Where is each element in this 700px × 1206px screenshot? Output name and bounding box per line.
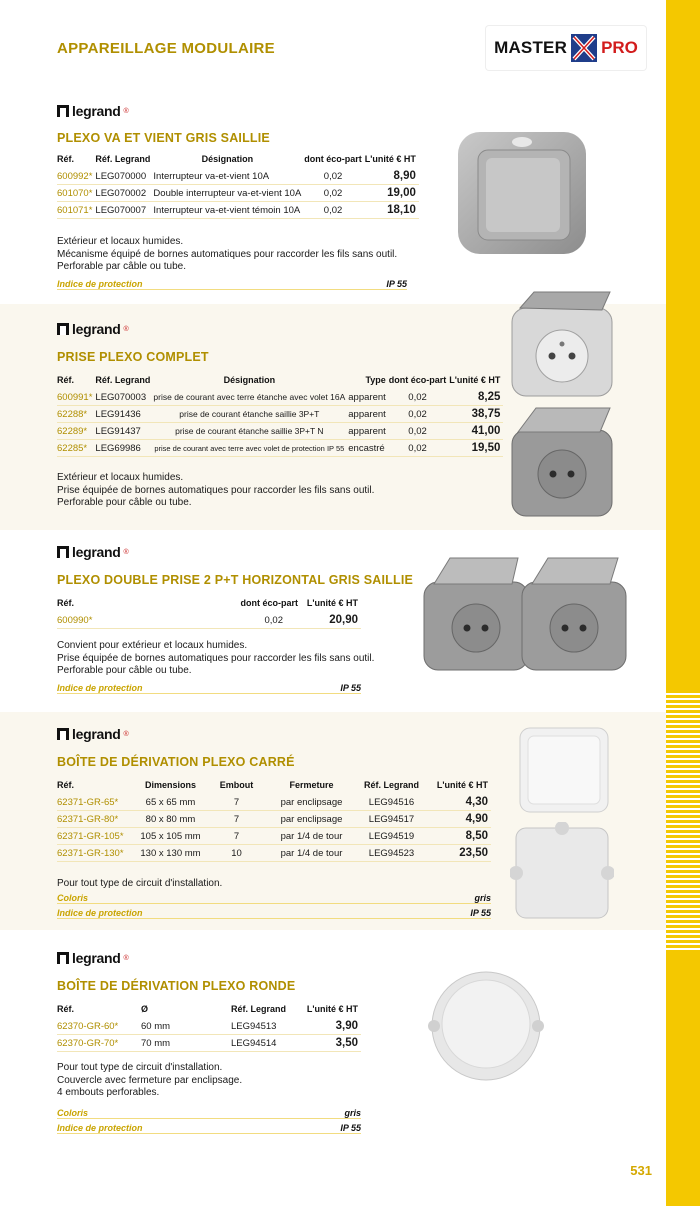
col-price: L'unité € HT	[364, 154, 416, 164]
cell-eco-part: 0,02	[389, 440, 450, 457]
section-boite-carre	[0, 712, 666, 930]
table-row	[57, 1035, 361, 1052]
cell-price: 4,90	[429, 811, 491, 828]
spec-protection	[57, 279, 407, 290]
cell-ref: 601071*	[57, 202, 95, 219]
product-title: PRISE PLEXO COMPLET	[57, 350, 209, 364]
cell-price: 3,90	[303, 1018, 361, 1035]
masterpro-logo	[486, 26, 646, 70]
col-ref: Réf.	[57, 154, 75, 164]
cell-ref: 62370-GR-60*	[57, 1018, 141, 1035]
brand-mark: ®	[123, 954, 129, 962]
cell-ref: 62285*	[57, 440, 95, 457]
legrand-brand	[57, 544, 129, 560]
product-title: PLEXO DOUBLE PRISE 2 P+T HORIZONTAL GRIS SAILLIE	[57, 573, 414, 587]
col-ref: Réf.	[57, 375, 75, 385]
cell-ref: 62289*	[57, 423, 95, 440]
cell-fermeture: par 1/4 de tour	[269, 828, 357, 845]
spec-value: gris	[344, 1108, 361, 1118]
spec-label: Indice de protection	[57, 279, 143, 289]
brand-name: legrand	[72, 103, 121, 119]
cell-ref-legrand: LEG94516	[357, 794, 429, 811]
cell-ref-legrand: LEG94519	[357, 828, 429, 845]
logo-text-right: PRO	[601, 38, 638, 57]
col-dimensions: Dimensions	[144, 780, 196, 790]
round-box-product-image	[426, 964, 546, 1084]
section-boite-ronde	[0, 936, 666, 1146]
cell-ref-legrand: LEG94523	[357, 845, 429, 862]
table-row	[57, 440, 503, 457]
brand-mark: ®	[123, 325, 129, 333]
cell-embout: 7	[207, 811, 269, 828]
table-row	[57, 168, 419, 185]
table-header	[57, 375, 503, 389]
logo-text-left: MASTER	[494, 38, 568, 57]
col-price: L'unité € HT	[306, 1004, 358, 1014]
cell-dimensions: 80 x 80 mm	[137, 811, 207, 828]
col-ref: Réf.	[57, 1004, 75, 1014]
cell-ref-legrand: LEG070003	[95, 389, 153, 406]
cell-eco-part: 0,02	[304, 185, 365, 202]
product-title: PLEXO VA ET VIENT GRIS SAILLIE	[57, 131, 270, 145]
table-header	[57, 154, 419, 168]
spec-coloris	[57, 1108, 361, 1119]
legrand-brand	[57, 321, 129, 337]
cell-ref: 601070*	[57, 185, 95, 202]
cell-ref-legrand: LEG91437	[95, 423, 153, 440]
description-line: Extérieur et locaux humides.	[57, 236, 184, 247]
brand-name: legrand	[72, 726, 121, 742]
cell-eco-part: 0,02	[207, 612, 301, 629]
cell-designation: prise de courant avec terre avec volet de protection IP 55	[153, 440, 348, 457]
brand-name: legrand	[72, 321, 121, 337]
cell-ref-legrand: LEG070007	[95, 202, 153, 219]
col-ref-legrand: Réf. Legrand	[231, 1004, 287, 1014]
legrand-brand	[57, 103, 129, 119]
cell-ref: 62371-GR-65*	[57, 794, 137, 811]
table-row	[57, 202, 419, 219]
table-row	[57, 845, 491, 862]
cell-ref: 62370-GR-70*	[57, 1035, 141, 1052]
cell-ref-legrand: LEG94513	[231, 1018, 303, 1035]
cell-embout: 10	[207, 845, 269, 862]
col-ref-legrand: Réf. Legrand	[95, 154, 151, 164]
product-title: BOÎTE DE DÉRIVATION PLEXO CARRÉ	[57, 755, 295, 769]
product-description	[57, 236, 397, 274]
legrand-logo-icon	[57, 546, 69, 558]
cell-designation: prise de courant étanche saillie 3P+T N	[153, 423, 348, 440]
description-line: Pour tout type de circuit d'installation.	[57, 878, 223, 889]
table-row	[57, 423, 503, 440]
spec-value: IP 55	[340, 1123, 361, 1133]
cell-type: apparent	[348, 423, 389, 440]
spec-value: IP 55	[340, 683, 361, 693]
logo-cross-icon	[571, 34, 597, 62]
table-row	[57, 1018, 361, 1035]
cell-fermeture: par 1/4 de tour	[269, 845, 357, 862]
table-row	[57, 406, 503, 423]
cell-eco-part: 0,02	[389, 406, 450, 423]
cell-type: encastré	[348, 440, 389, 457]
cell-ref: 600992*	[57, 168, 95, 185]
spec-protection	[57, 683, 361, 694]
cell-ref-legrand: LEG91436	[95, 406, 153, 423]
product-table	[57, 154, 419, 219]
col-diameter: Ø	[141, 1004, 149, 1014]
socket-product-image-bottom	[506, 404, 618, 520]
spec-label: Coloris	[57, 893, 89, 903]
cell-ref-legrand: LEG070002	[95, 185, 153, 202]
table-row	[57, 185, 419, 202]
product-description	[57, 1062, 242, 1100]
col-type: Type	[365, 375, 386, 385]
col-designation: Désignation	[223, 375, 276, 385]
table-row	[57, 794, 491, 811]
legrand-logo-icon	[57, 105, 69, 117]
cell-eco-part: 0,02	[389, 389, 450, 406]
product-description	[57, 878, 222, 891]
cell-dimensions: 65 x 65 mm	[137, 794, 207, 811]
cell-dimensions: 105 x 105 mm	[137, 828, 207, 845]
legrand-logo-icon	[57, 323, 69, 335]
cell-ref: 62371-GR-105*	[57, 828, 137, 845]
spec-value: IP 55	[386, 279, 407, 289]
cell-price: 38,75	[449, 406, 503, 423]
product-description	[57, 640, 374, 678]
cell-type: apparent	[348, 389, 389, 406]
cell-ref-legrand: LEG69986	[95, 440, 153, 457]
cell-ref: 62288*	[57, 406, 95, 423]
cell-price: 41,00	[449, 423, 503, 440]
description-line: Couvercle avec fermeture par enclipsage.	[57, 1074, 243, 1086]
cell-ref-legrand: LEG94514	[231, 1035, 303, 1052]
spec-label: Indice de protection	[57, 683, 143, 693]
cell-diameter: 60 mm	[141, 1018, 231, 1035]
cell-ref-legrand: LEG94517	[357, 811, 429, 828]
cell-fermeture: par enclipsage	[269, 811, 357, 828]
cell-designation: Interrupteur va-et-vient témoin 10A	[153, 202, 304, 219]
side-stripes	[666, 690, 700, 950]
brand-mark: ®	[123, 107, 129, 115]
section-plexo-double-prise	[0, 530, 666, 710]
legrand-brand	[57, 950, 129, 966]
col-eco-part: dont éco-part	[304, 154, 362, 164]
col-ref-legrand: Réf. Legrand	[95, 375, 151, 385]
legrand-brand	[57, 726, 129, 742]
product-description	[57, 472, 374, 510]
cell-price: 18,10	[365, 202, 419, 219]
col-designation: Désignation	[201, 154, 254, 164]
spec-value: IP 55	[470, 908, 491, 918]
section-prise-plexo	[0, 304, 666, 530]
table-row	[57, 389, 503, 406]
cell-eco-part: 0,02	[304, 168, 365, 185]
table-row	[57, 612, 361, 629]
spec-protection	[57, 908, 491, 919]
description-line: Perforable pour câble ou tube.	[57, 497, 192, 508]
product-title: BOÎTE DE DÉRIVATION PLEXO RONDE	[57, 979, 296, 993]
spec-coloris	[57, 893, 491, 904]
legrand-logo-icon	[57, 952, 69, 964]
col-fermeture: Fermeture	[289, 780, 334, 790]
description-line: Pour tout type de circuit d'installation.	[57, 1062, 223, 1073]
page-header-title: APPAREILLAGE MODULAIRE	[57, 40, 275, 57]
cell-price: 20,90	[301, 612, 361, 629]
cell-price: 19,50	[449, 440, 503, 457]
cell-ref: 600990*	[57, 612, 207, 629]
col-eco-part: dont éco-part	[240, 598, 298, 608]
cell-price: 3,50	[303, 1035, 361, 1052]
cell-ref: 62371-GR-80*	[57, 811, 137, 828]
cell-price: 4,30	[429, 794, 491, 811]
product-table	[57, 780, 491, 862]
cell-price: 8,25	[449, 389, 503, 406]
brand-mark: ®	[123, 548, 129, 556]
table-header	[57, 598, 361, 612]
col-ref-legrand: Réf. Legrand	[363, 780, 419, 790]
brand-mark: ®	[123, 730, 129, 738]
description-line: Extérieur et locaux humides.	[57, 472, 184, 483]
cell-ref: 62371-GR-130*	[57, 845, 137, 862]
description-line: Mécanisme équipé de bornes automatiques pour raccorder les fils sans outil.	[57, 248, 398, 260]
spec-label: Coloris	[57, 1108, 89, 1118]
col-eco-part: dont éco-part	[388, 375, 447, 385]
table-header	[57, 1004, 361, 1018]
cell-designation: prise de courant avec terre étanche avec volet 16A	[153, 389, 348, 406]
brand-name: legrand	[72, 950, 121, 966]
cell-designation: prise de courant étanche saillie 3P+T	[153, 406, 348, 423]
cell-price: 8,90	[365, 168, 419, 185]
spec-label: Indice de protection	[57, 908, 143, 918]
cell-price: 8,50	[429, 828, 491, 845]
table-row	[57, 811, 491, 828]
product-table	[57, 375, 503, 457]
cell-ref: 600991*	[57, 389, 95, 406]
brand-name: legrand	[72, 544, 121, 560]
socket-product-image-top	[506, 290, 618, 400]
cell-type: apparent	[348, 406, 389, 423]
cell-eco-part: 0,02	[389, 423, 450, 440]
product-table	[57, 598, 361, 629]
description-line: Prise équipée de bornes automatiques pour raccorder les fils sans outil.	[57, 652, 375, 664]
legrand-logo-icon	[57, 728, 69, 740]
cell-price: 19,00	[365, 185, 419, 202]
col-price: L'unité € HT	[436, 780, 488, 790]
cell-ref-legrand: LEG070000	[95, 168, 153, 185]
description-line: Convient pour extérieur et locaux humides.	[57, 640, 248, 651]
switch-product-image	[450, 122, 595, 262]
cell-embout: 7	[207, 828, 269, 845]
spec-protection	[57, 1123, 361, 1134]
table-header	[57, 780, 491, 794]
table-row	[57, 828, 491, 845]
col-price: L'unité € HT	[306, 598, 358, 608]
page-number: 531	[630, 1163, 652, 1178]
description-line: 4 embouts perforables.	[57, 1087, 160, 1098]
col-ref: Réf.	[57, 598, 75, 608]
col-embout: Embout	[219, 780, 254, 790]
cell-embout: 7	[207, 794, 269, 811]
cell-fermeture: par enclipsage	[269, 794, 357, 811]
square-box-product-image-bottom	[510, 822, 614, 924]
product-table	[57, 1004, 361, 1052]
cell-designation: Interrupteur va-et-vient 10A	[153, 168, 304, 185]
description-line: Perforable pour câble ou tube.	[57, 665, 192, 676]
cell-diameter: 70 mm	[141, 1035, 231, 1052]
cell-dimensions: 130 x 130 mm	[137, 845, 207, 862]
side-color-band	[666, 0, 700, 1206]
spec-value: gris	[474, 893, 491, 903]
double-socket-product-image	[420, 552, 630, 674]
cell-designation: Double interrupteur va-et-vient 10A	[153, 185, 304, 202]
cell-eco-part: 0,02	[304, 202, 365, 219]
section-plexo-va-et-vient	[0, 90, 666, 296]
col-price: L'unité € HT	[449, 375, 501, 385]
square-box-product-image-top	[514, 722, 614, 818]
description-line: Prise équipée de bornes automatiques pour raccorder les fils sans outil.	[57, 484, 375, 496]
spec-label: Indice de protection	[57, 1123, 143, 1133]
description-line: Perforable par câble ou tube.	[57, 261, 186, 272]
col-ref: Réf.	[57, 780, 75, 790]
cell-price: 23,50	[429, 845, 491, 862]
